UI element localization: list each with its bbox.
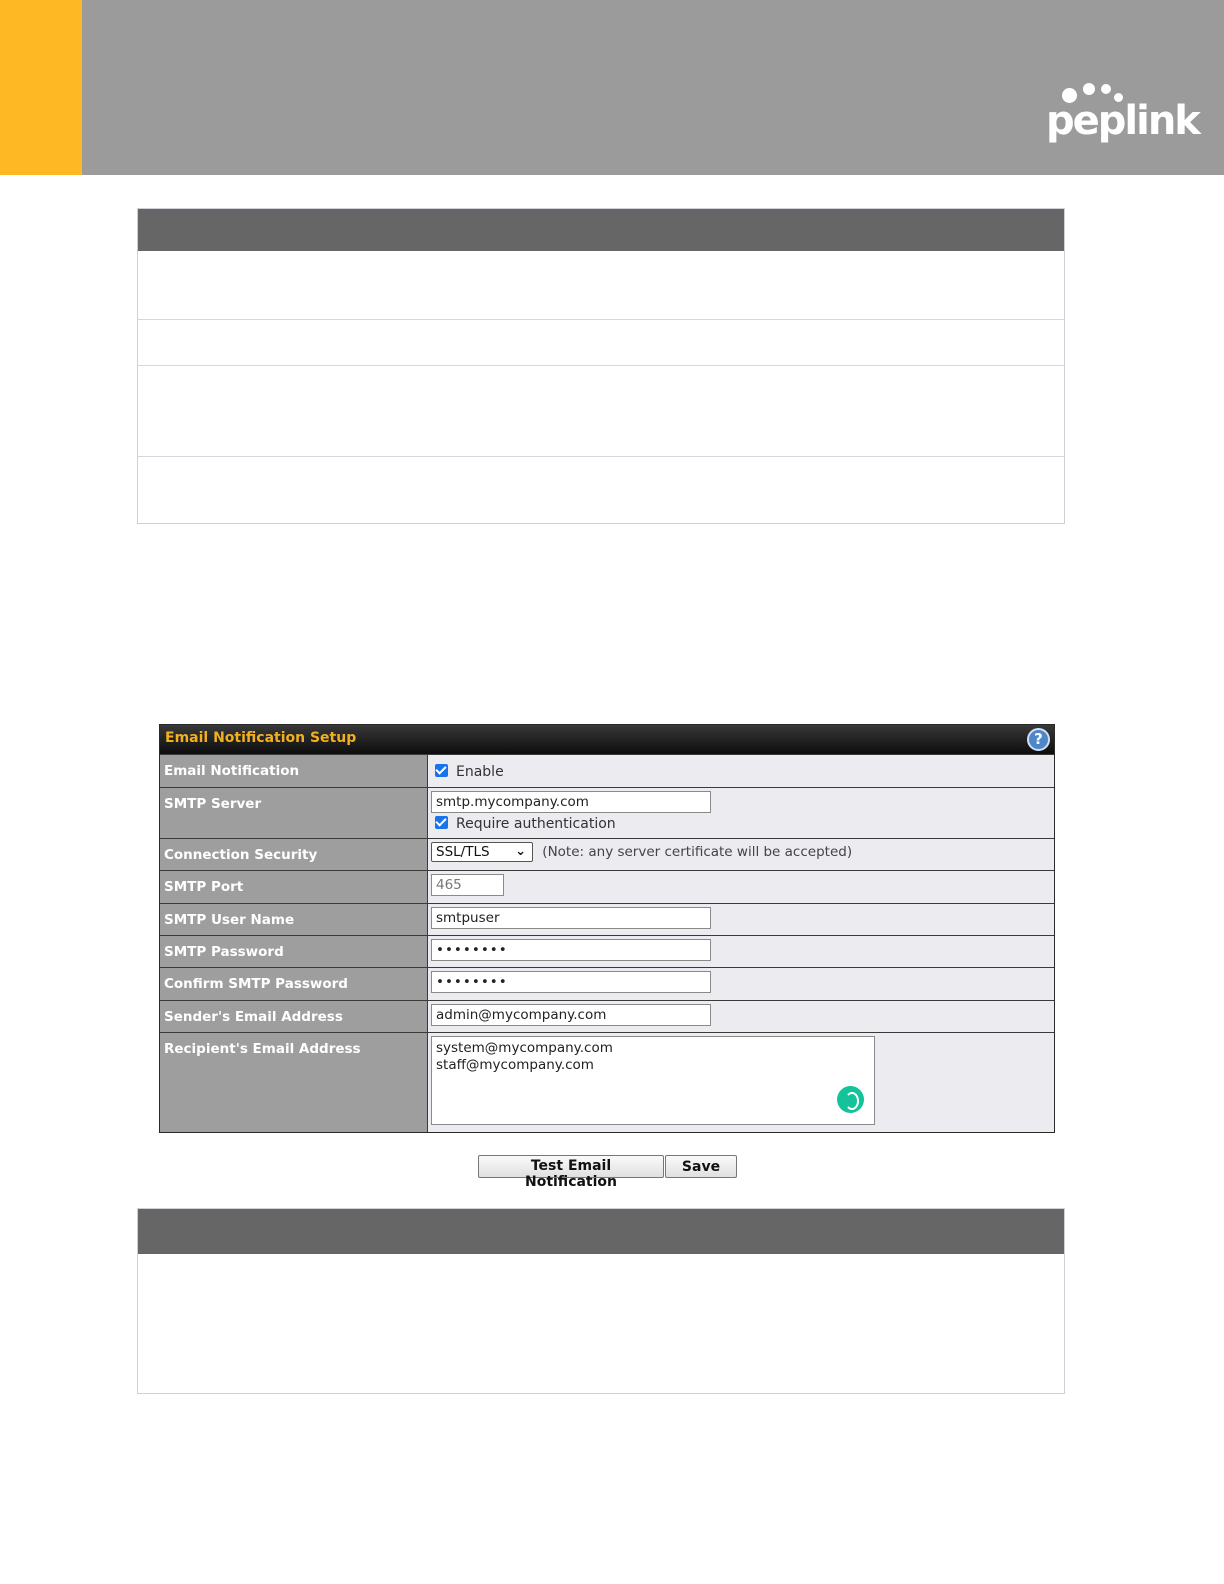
row-recipient-email bbox=[160, 1032, 1054, 1132]
panel-title-bar bbox=[160, 725, 1054, 754]
table-header bbox=[138, 209, 1064, 251]
confirm-password-input[interactable]: •••••••• bbox=[431, 971, 711, 993]
field-label: Sender's Email Address bbox=[160, 1001, 428, 1032]
reference-table-bottom bbox=[137, 1208, 1065, 1394]
table-header bbox=[138, 1209, 1064, 1254]
smtp-password-input[interactable]: •••••••• bbox=[431, 939, 711, 961]
row-connection-security bbox=[160, 838, 1054, 870]
require-auth-label: Require authentication bbox=[456, 816, 616, 832]
field-label: Recipient's Email Address bbox=[160, 1033, 428, 1132]
enable-checkbox-label: Enable bbox=[456, 764, 504, 780]
table-row bbox=[138, 365, 1064, 456]
email-notification-setup-panel bbox=[159, 724, 1055, 1133]
table-row bbox=[138, 456, 1064, 523]
field-label: Confirm SMTP Password bbox=[160, 968, 428, 1000]
row-sender-email bbox=[160, 1000, 1054, 1032]
recipient-line: staff@mycompany.com bbox=[436, 1057, 594, 1073]
panel-title: Email Notification Setup bbox=[165, 730, 357, 746]
smtp-server-input[interactable]: smtp.mycompany.com bbox=[431, 791, 711, 813]
require-auth-checkbox[interactable] bbox=[435, 816, 448, 829]
table-row bbox=[138, 1254, 1064, 1393]
row-email-notification bbox=[160, 754, 1054, 787]
peplink-logo bbox=[1040, 78, 1199, 158]
smtp-port-input[interactable]: 465 bbox=[431, 874, 504, 896]
field-label: SMTP Password bbox=[160, 936, 428, 967]
table-row bbox=[138, 251, 1064, 319]
field-label: Connection Security bbox=[160, 839, 428, 870]
grammar-assistant-icon[interactable] bbox=[837, 1086, 864, 1113]
recipient-email-textarea[interactable] bbox=[431, 1036, 875, 1125]
row-smtp-server bbox=[160, 787, 1054, 838]
table-row bbox=[138, 319, 1064, 365]
action-buttons bbox=[478, 1155, 737, 1190]
select-value: SSL/TLS bbox=[436, 844, 490, 860]
smtp-username-input[interactable]: smtpuser bbox=[431, 907, 711, 929]
chevron-down-icon: ⌄ bbox=[515, 844, 526, 859]
sender-email-input[interactable]: admin@mycompany.com bbox=[431, 1004, 711, 1026]
row-smtp-port bbox=[160, 870, 1054, 903]
header-accent-bar bbox=[0, 0, 82, 175]
row-confirm-password bbox=[160, 967, 1054, 1000]
connection-security-select[interactable] bbox=[431, 842, 533, 862]
certificate-note: (Note: any server certificate will be accepted) bbox=[542, 844, 853, 860]
help-icon[interactable]: ? bbox=[1027, 728, 1050, 751]
field-label: SMTP Port bbox=[160, 871, 428, 903]
test-email-notification-button[interactable]: Test Email Notification bbox=[478, 1155, 664, 1178]
recipient-line: system@mycompany.com bbox=[436, 1040, 613, 1056]
save-button[interactable]: Save bbox=[665, 1155, 737, 1178]
reference-table-top bbox=[137, 208, 1065, 524]
enable-checkbox[interactable] bbox=[435, 764, 448, 777]
field-label: SMTP Server bbox=[160, 788, 428, 838]
row-smtp-user bbox=[160, 903, 1054, 935]
field-label: SMTP User Name bbox=[160, 904, 428, 935]
row-smtp-password bbox=[160, 935, 1054, 967]
field-label: Email Notification bbox=[160, 755, 428, 787]
logo-wordmark: peplink bbox=[1046, 98, 1199, 144]
